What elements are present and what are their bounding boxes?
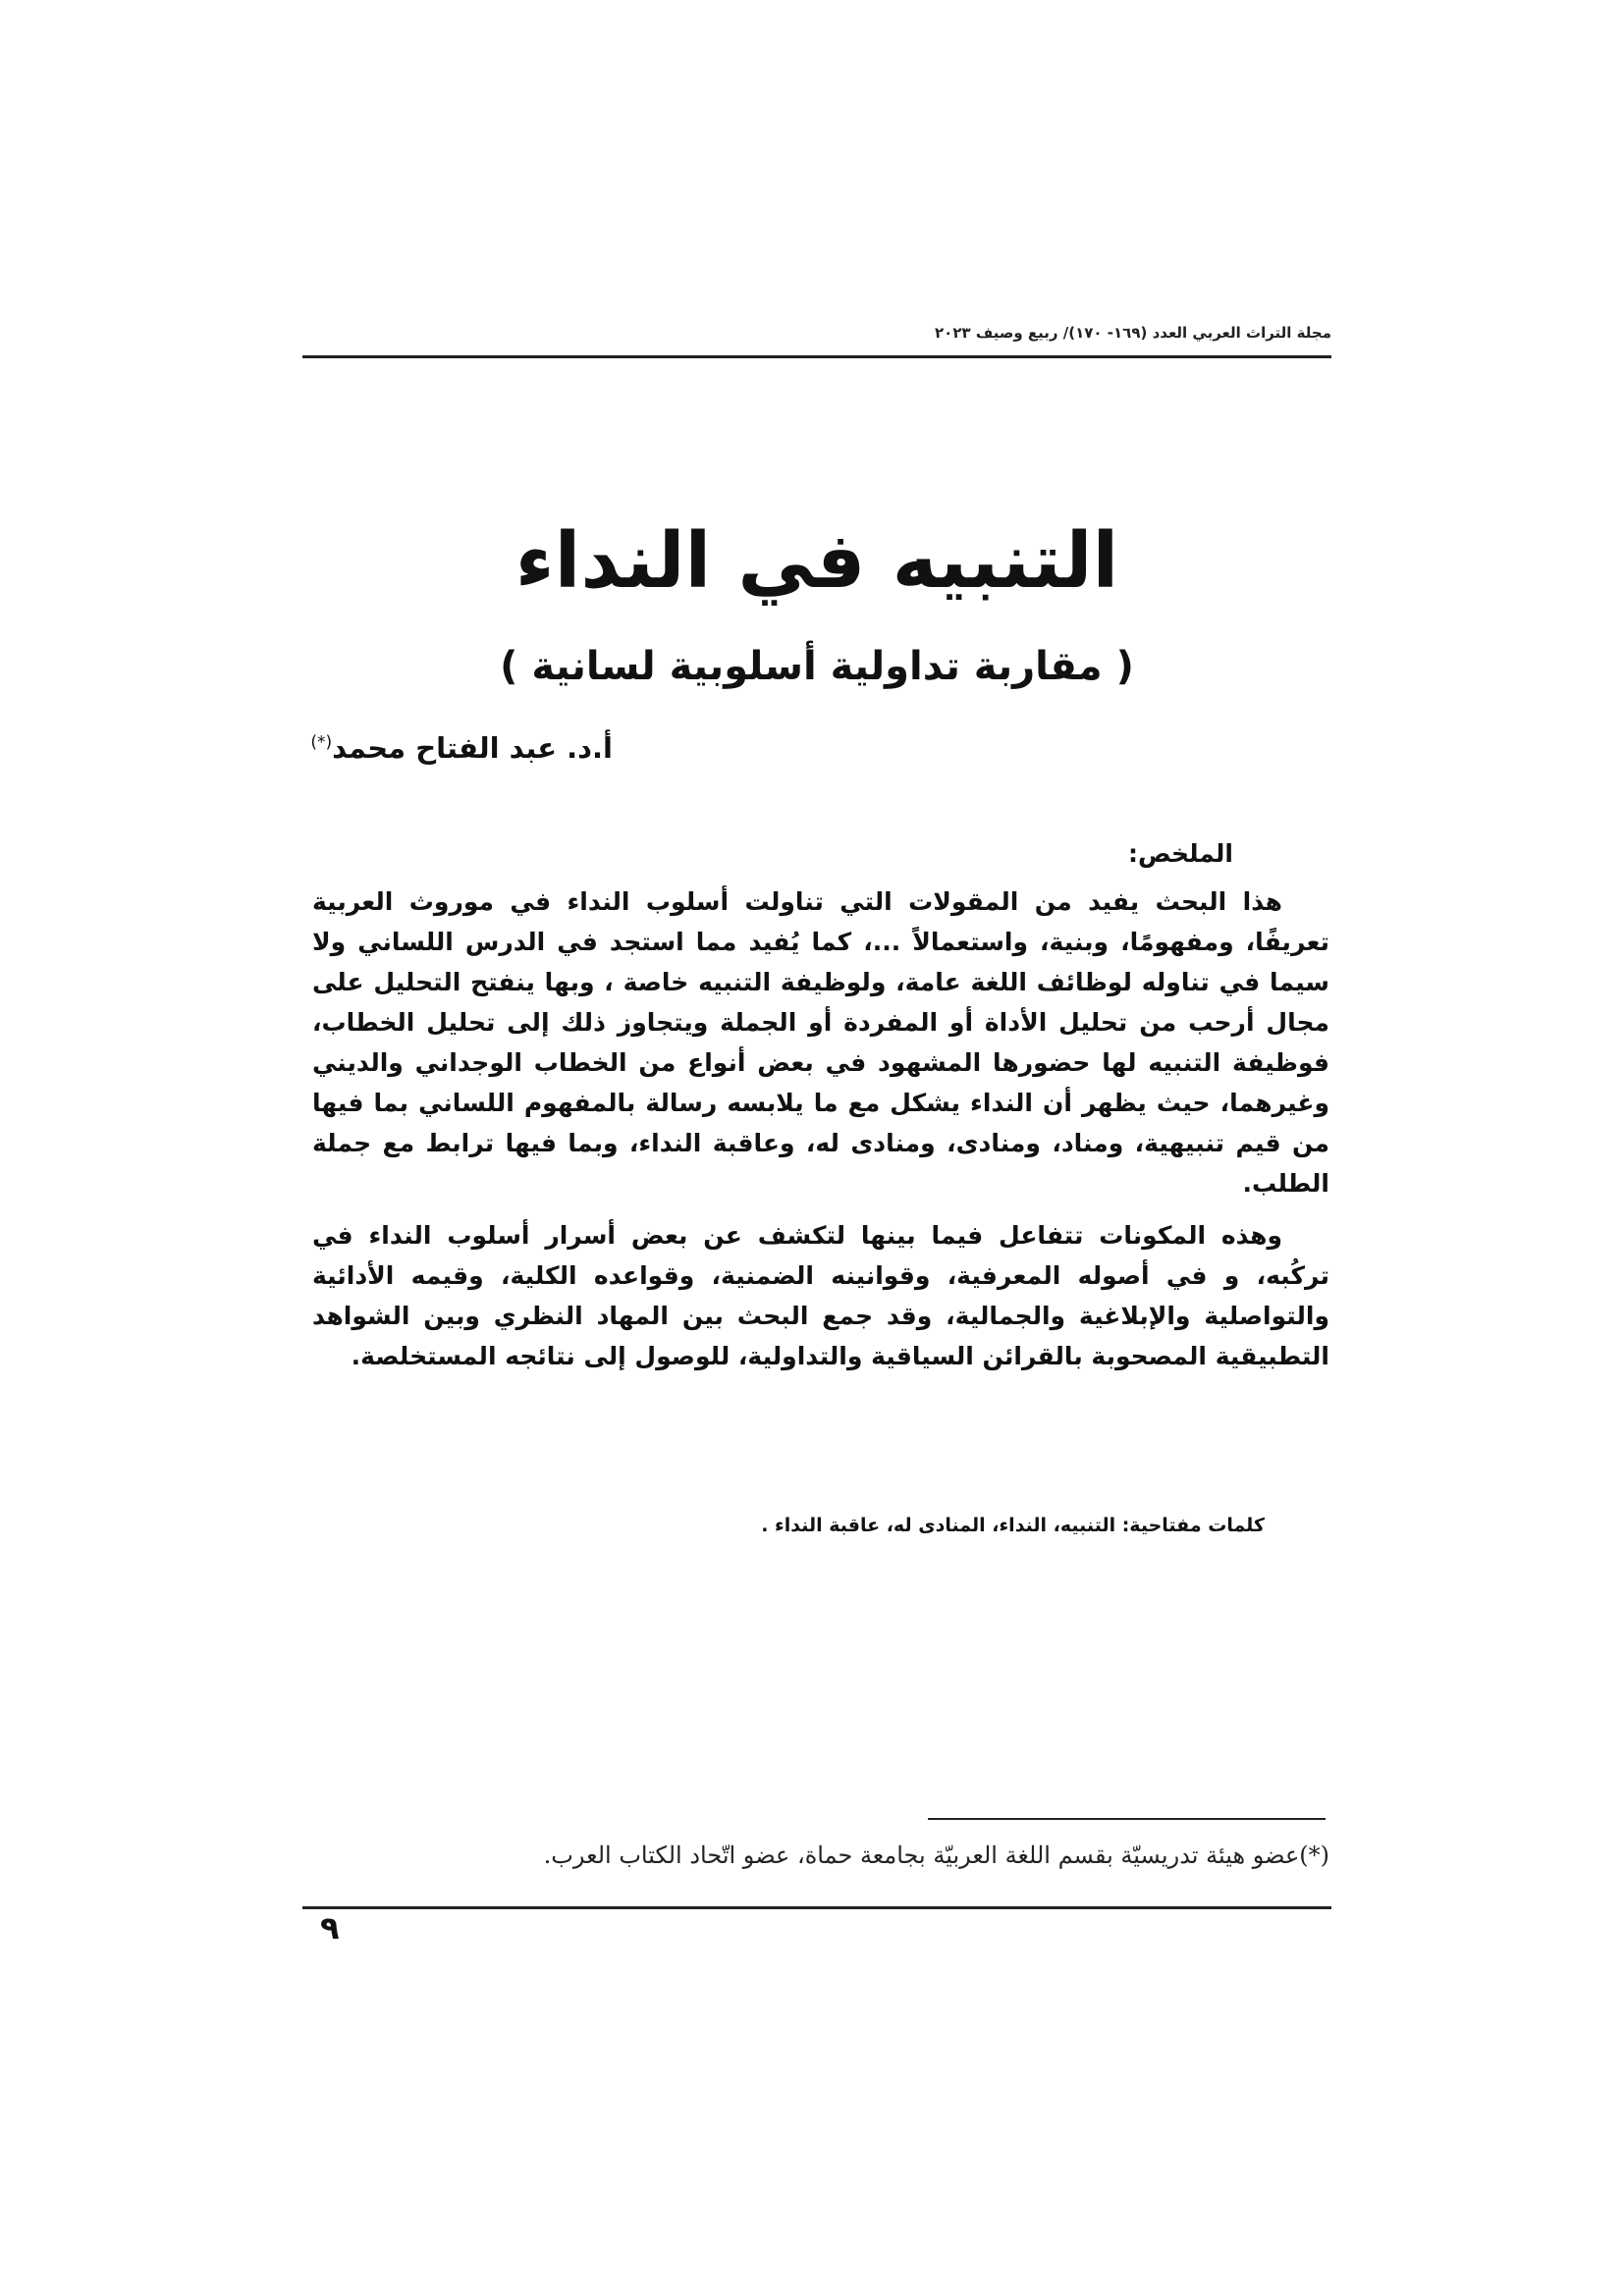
article-title: التنبيه في النداء [514,517,1119,606]
keywords: كلمات مفتاحية: التنبيه، النداء، المنادى له، عاقبة النداء . [761,1515,1265,1536]
article-subtitle: ( مقاربة تداولية أسلوبية لسانية ) [500,644,1134,689]
author-line [302,731,613,765]
page-number-container [302,1909,1331,1947]
abstract-paragraph: هذا البحث يفيد من المقولات التي تناولت أسلوب النداء في موروث العربية تعريفًا، ومفهومًا، وبنية، واستعمالاً ...، كما يُفيد مما استجد في الدرس اللساني ولا سيما في تناوله لوظائف اللغة عامة، ولوظيفة التنبيه خاصة ، وبها ينفتح التحليل على مجال أرحب من تحليل الأداة أو المفردة أو الجملة ويتجاوز ذلك إلى تحليل الخطاب، فوظيفة التنبيه لها حضورها المشهود في بعض أنواع من الخطاب الوجداني والديني وغيرهما، حيث يظهر أن النداء يشكل مع ما يلابسه رسالة بالمفهوم اللساني بما فيها من قيم تنبيهية، ومناد، ومنادى، ومنادى له، وعاقبة النداء، وبما فيها ترابط مع جملة الطلب. [312,887,1329,1198]
footnote: (*)عضو هيئة تدريسيّة بقسم اللغة العربيّة بجامعة حماة، عضو اتّحاد الكتاب العرب. [543,1842,1329,1869]
running-header: مجلة التراث العربي العدد (١٦٩- ١٧٠)/ ربيع وصيف ٢٠٢٣ [935,324,1331,342]
abstract-body [312,881,1329,1388]
abstract-label: الملخص: [1127,839,1233,868]
author-name: أ.د. عبد الفتاح محمد [332,731,613,765]
header-rule [302,355,1331,358]
footnote-rule [928,1818,1326,1820]
page-number: ٩ [320,1909,340,1947]
abstract-paragraph: وهذه المكونات تتفاعل فيما بينها لتكشف عن بعض أسرار أسلوب النداء في تركُبه، و في أصوله المعرفية، وقوانينه الضمنية، وقواعده الكلية، وقيمه الأدائية والتواصلية والإبلاغية والجمالية، وقد جمع البحث بين المهاد النظري وبين الشواهد التطبيقية المصحوبة بالقرائن السياقية والتداولية، للوصول إلى نتائجه المستخلصة. [312,1221,1329,1370]
author-footnote-mark: (*) [310,732,333,753]
